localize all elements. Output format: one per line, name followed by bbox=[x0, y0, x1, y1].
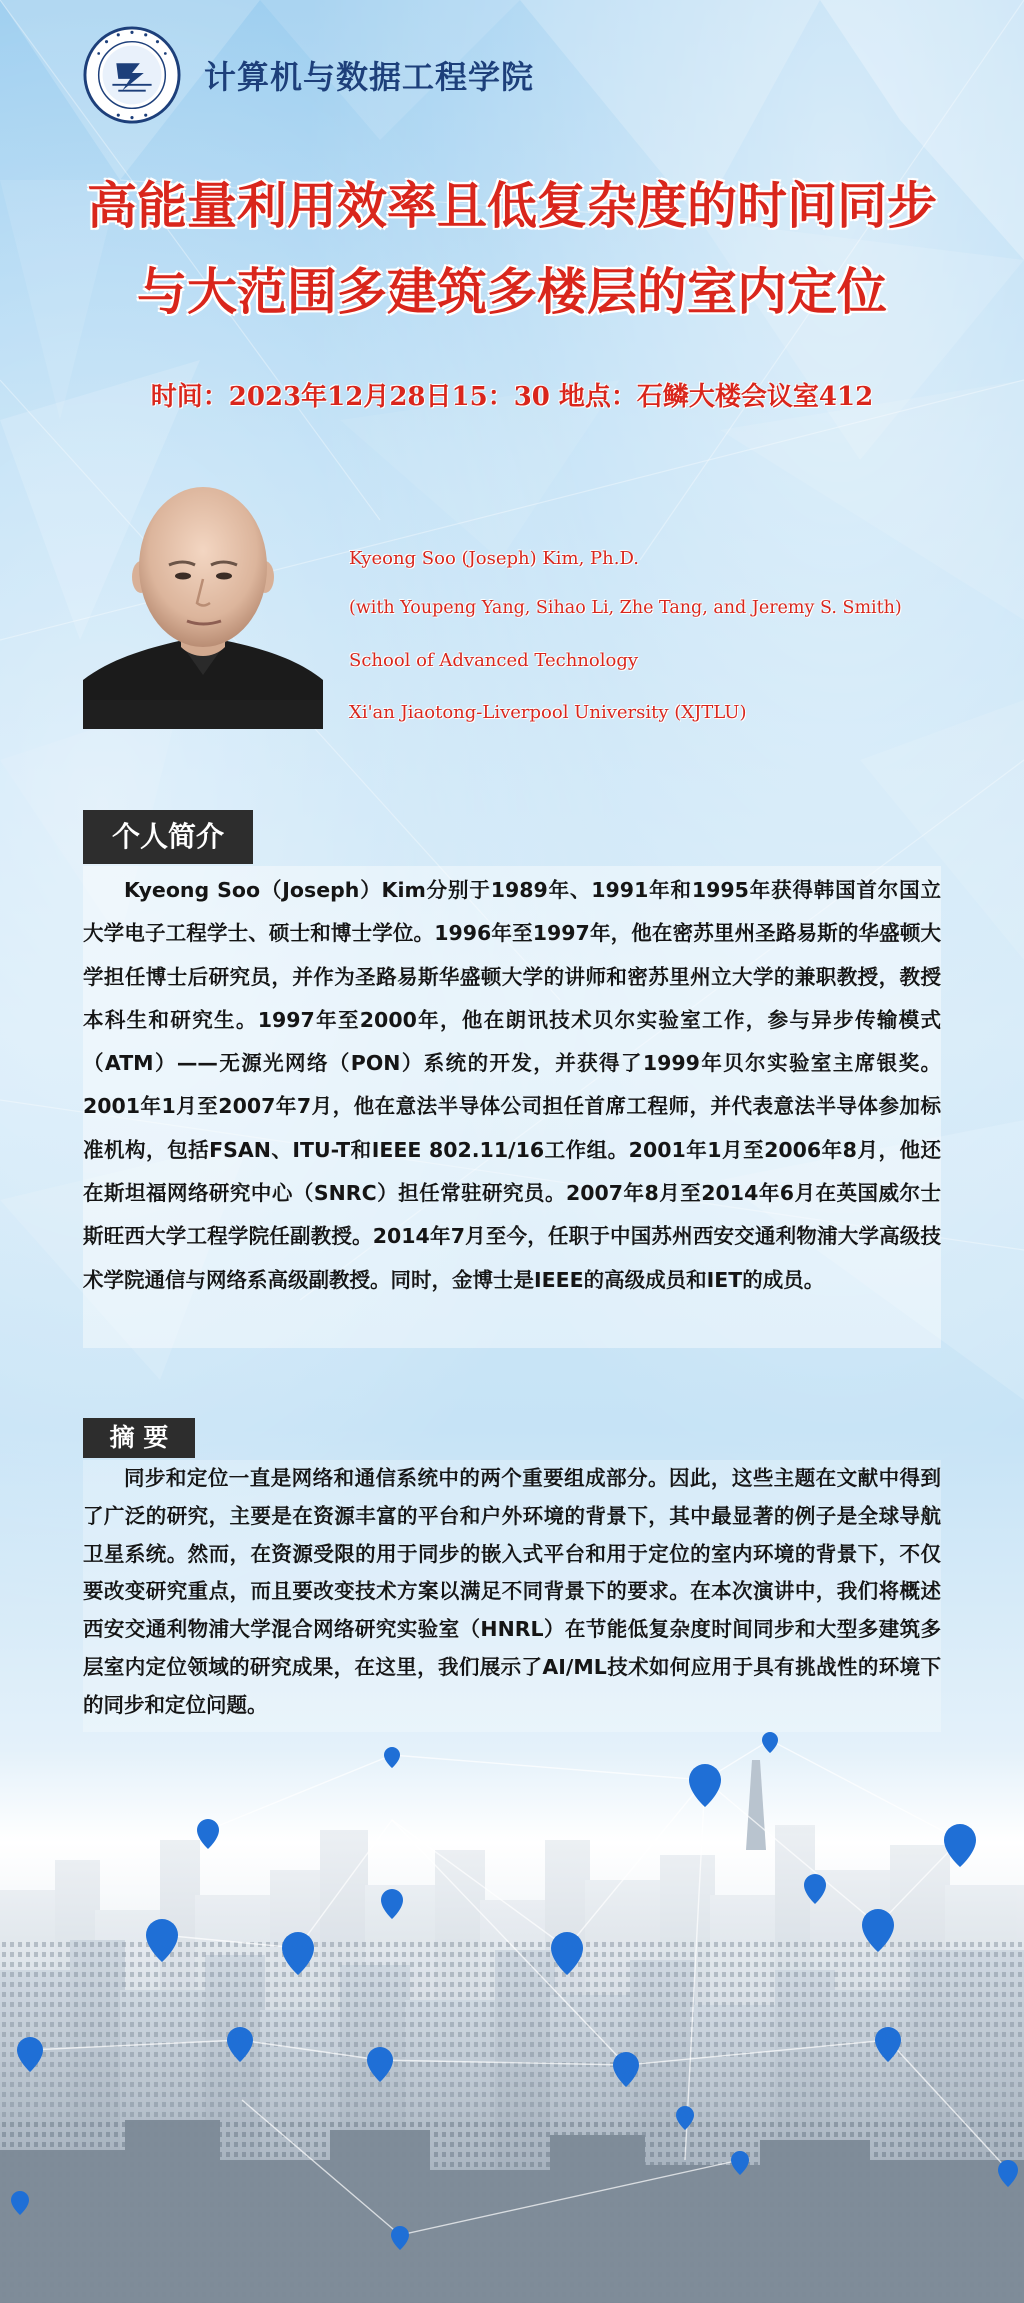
bio-text: Kyeong Soo（Joseph）Kim分别于1989年、1991年和1995年获得韩国首尔国立大学电子工程学士、硕士和博士学位。1996年至1997年，他在密苏里州圣路易斯的华盛顿大学担任博士后研究员，并作为圣路易斯华盛顿大学的讲师和密苏里州立大学的兼职教授，教授本科生和研究生。1997年至2000年，他在朗讯技术贝尔实验室工作，参与异步传输模式（ATM）——无源光网络（PON）系统的开发，并获得了1999年贝尔实验室主席银奖。2001年1月至2007年7月，他在意法半导体公司担任首席工程师，并代表意法半导体参加标准机构，包括FSAN、ITU-T和IEEE 802.11/16工作组。2001年1月至2006年8月，他还在斯坦福网络研究中心（SNRC）担任常驻研究员。2007年8月至2014年6月在英国威尔士斯旺西大学工程学院任副教授。2014年7月至今，任职于中国苏州西安交通利物浦大学高级技术学院通信与网络系高级副教授。同时，金博士是IEEE的高级成员和IET的成员。 bbox=[83, 878, 941, 1292]
speaker-university: Xi'an Jiaotong-Liverpool University (XJTLU) bbox=[349, 702, 747, 723]
speaker-school: School of Advanced Technology bbox=[349, 650, 639, 671]
event-time-location: 时间：2023年12月28日15：30 地点：石鳞大楼会议室412 bbox=[150, 382, 874, 412]
abstract-text: 同步和定位一直是网络和通信系统中的两个重要组成部分。因此，这些主题在文献中得到了广泛的研究，主要是在资源丰富的平台和户外环境的背景下，其中最显著的例子是全球导航卫星系统。然而，在资源受限的用于同步的嵌入式平台和用于定位的室内环境的背景下，不仅要改变研究重点，而且要改变技术方案以满足不同背景下的要求。在本次演讲中，我们将概述西安交通利物浦大学混合网络研究实验室（HNRL）在节能低复杂度时间同步和大型多建筑多层室内定位领域的研究成果，在这里，我们展示了AI/ML技术如何应用于具有挑战性的环境下的同步和定位问题。 bbox=[83, 1466, 941, 1717]
university-seal-logo bbox=[83, 26, 181, 124]
photo-caption-bar bbox=[83, 700, 323, 729]
speaker-name: Kyeong Soo (Joseph) Kim, Ph.D. bbox=[349, 548, 639, 569]
talk-title-line-2: 与大范围多建筑多楼层的室内定位 bbox=[137, 262, 887, 321]
speaker-photo bbox=[83, 475, 323, 729]
school-name: 计算机与数据工程学院 bbox=[204, 58, 535, 96]
abstract-heading: 摘 要 bbox=[83, 1418, 195, 1458]
bio-heading: 个人简介 bbox=[83, 810, 253, 864]
city-skyline-illustration bbox=[0, 1720, 1024, 2303]
speaker-coauthors: (with Youpeng Yang, Sihao Li, Zhe Tang, and Jeremy S. Smith) bbox=[349, 598, 902, 618]
talk-title-line-1: 高能量利用效率且低复杂度的时间同步 bbox=[87, 176, 937, 235]
